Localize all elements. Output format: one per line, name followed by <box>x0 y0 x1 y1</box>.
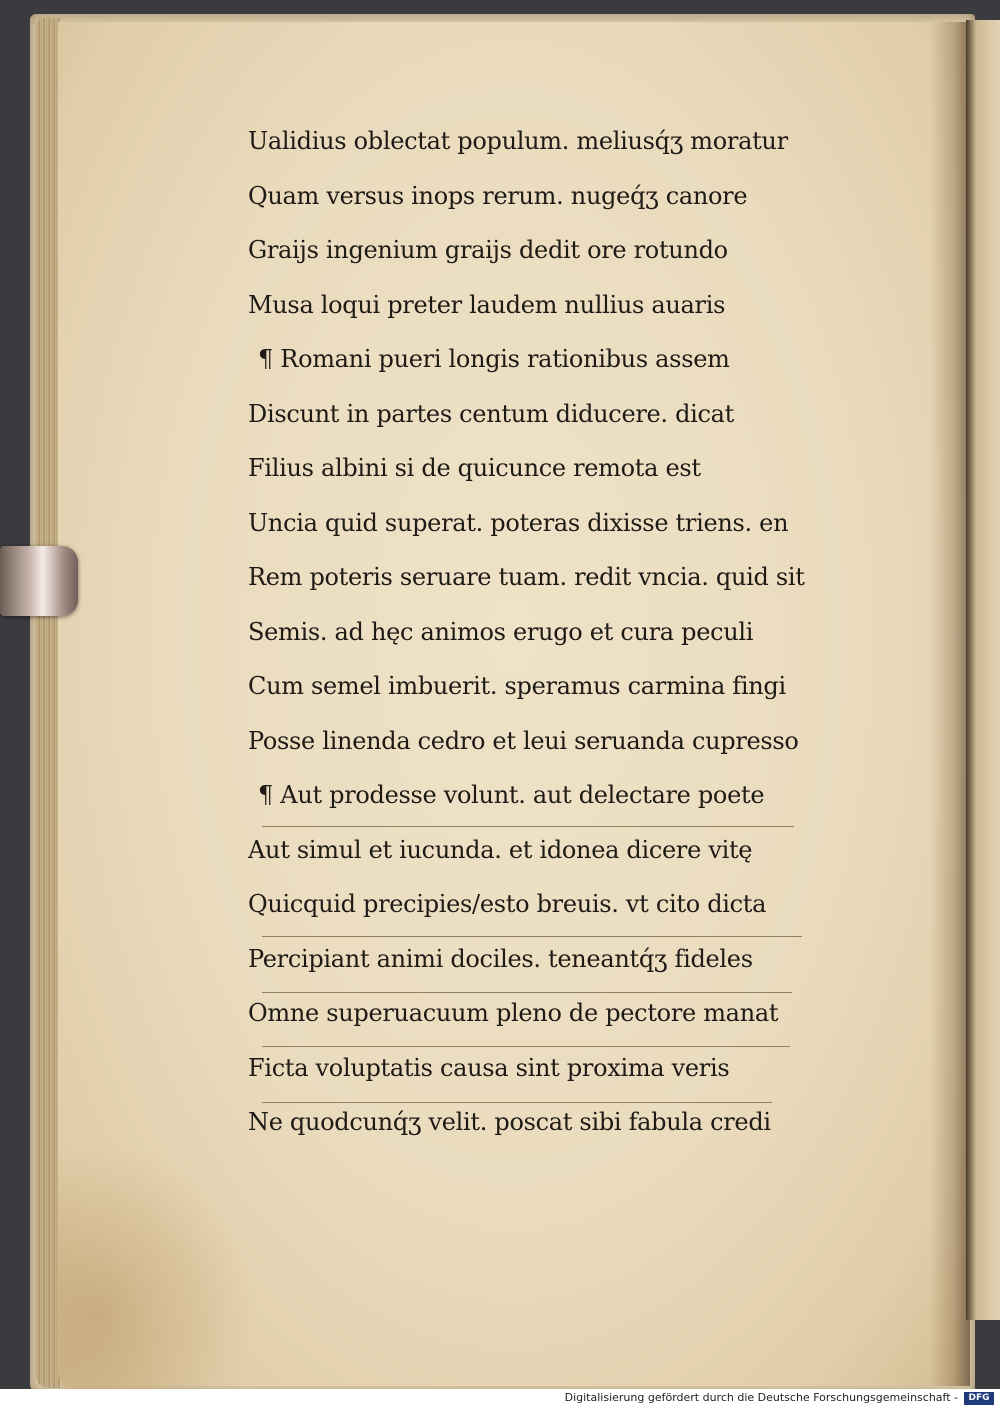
text-line: Percipiant animi dociles. teneantq́ʒ fideles <box>248 944 753 973</box>
text-line: Uncia quid superat. poteras dixisse triens. en <box>248 508 789 537</box>
ink-underline <box>262 992 792 993</box>
footer-credit: Digitalisierung gefördert durch die Deutsche Forschungsgemeinschaft - <box>564 1391 958 1404</box>
ink-underline <box>262 936 802 937</box>
text-line: Cum semel imbuerit. speramus carmina fingi <box>248 672 786 700</box>
text-line: Quam versus inops rerum. nugeq́ʒ canore <box>248 181 748 210</box>
page-edges <box>36 18 60 1388</box>
water-stain <box>58 1140 258 1390</box>
text-line: Ne quodcunq́ʒ velit. poscat sibi fabula credi <box>248 1108 771 1136</box>
text-line: Filius albini si de quicunce remota est <box>248 454 701 482</box>
text-line: Posse linenda cedro et leui seruanda cupresso <box>248 726 799 755</box>
ink-underline <box>262 1046 790 1047</box>
text-line: Aut simul et iucunda. et idonea dicere vitę <box>248 835 753 864</box>
text-line: Ficta voluptatis causa sint proxima veris <box>248 1053 730 1082</box>
text-line: Musa loqui preter laudem nullius auaris <box>248 290 726 319</box>
text-line: Omne superuacuum pleno de pectore manat <box>248 999 779 1027</box>
text-line: ¶ Romani pueri longis rationibus assem <box>258 345 730 373</box>
text-line: Ualidius oblectat populum. meliusq́ʒ moratur <box>248 127 788 155</box>
text-line: Graijs ingenium graijs dedit ore rotundo <box>248 236 728 264</box>
text-line: Rem poteris seruare tuam. redit vncia. quid sit <box>248 563 805 591</box>
ink-underline <box>262 1102 772 1103</box>
gutter-shadow <box>930 22 970 1386</box>
dfg-logo: DFG <box>964 1392 994 1405</box>
text-line: Semis. ad hęc animos erugo et cura peculi <box>248 617 754 646</box>
text-line: Discunt in partes centum diducere. dicat <box>248 399 735 428</box>
facing-page-edge <box>966 20 1000 1320</box>
ink-underline <box>262 826 794 827</box>
text-line: Quicquid precipies/esto breuis. vt cito dicta <box>248 890 767 918</box>
text-line: ¶ Aut prodesse volunt. aut delectare poete <box>258 781 765 809</box>
verse-text <box>248 118 848 1154</box>
page-clip <box>0 546 78 616</box>
footer-bar <box>0 1389 1000 1409</box>
